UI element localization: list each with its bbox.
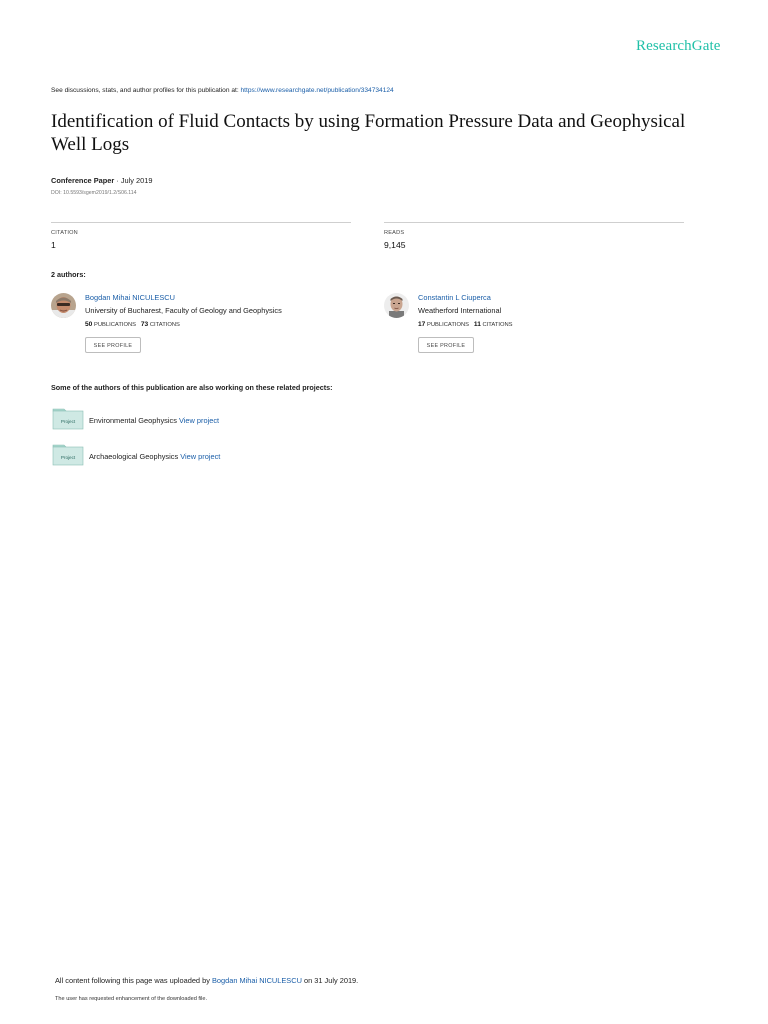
upload-note	[55, 976, 358, 985]
discussion-prefix: See discussions, stats, and author profiles for this publication at:	[51, 87, 241, 94]
publication-date: · July 2019	[114, 176, 153, 185]
see-profile-button[interactable]: SEE PROFILE	[85, 337, 141, 353]
author-citations-label: CITATIONS	[480, 322, 513, 328]
publication-type-line	[51, 176, 152, 185]
project-item	[89, 416, 219, 425]
author-name-link[interactable]: Constantin L Ciuperca	[418, 293, 491, 302]
project-icon-label: Project	[60, 419, 76, 424]
project-item	[89, 452, 220, 461]
publication-title: Identification of Fluid Contacts by using Formation Pressure Data and Geophysical Well Logs	[51, 111, 686, 155]
project-folder-icon	[52, 408, 84, 430]
reads-value: 9,145	[384, 240, 406, 250]
author-photo-icon	[51, 293, 76, 318]
publication-type: Conference Paper	[51, 176, 115, 185]
author-citations-count: 73	[140, 321, 149, 328]
researchgate-logo[interactable]: ResearchGate	[636, 38, 721, 54]
related-projects-heading: Some of the authors of this publication are also working on these related projects:	[51, 383, 333, 392]
project-icon-label: Project	[60, 455, 76, 460]
upload-prefix: All content following this page was uploaded by	[55, 976, 212, 985]
enhancement-note: The user has requested enhancement of the downloaded file.	[55, 996, 208, 1002]
view-project-link[interactable]: View project	[178, 416, 220, 425]
citation-label: CITATION	[51, 230, 78, 236]
author-citations-label: CITATIONS	[148, 322, 180, 328]
uploader-link[interactable]: Bogdan Mihai NICULESCU	[211, 976, 302, 985]
author-citations-count: 11	[473, 321, 481, 328]
author-publications-count: 17	[418, 321, 426, 328]
author-publications-count: 50	[85, 321, 93, 328]
upload-suffix: on 31 July 2019.	[301, 976, 359, 985]
author-name-link[interactable]: Bogdan Mihai NICULESCU	[85, 293, 175, 302]
author-avatar[interactable]	[51, 293, 76, 318]
view-project-link[interactable]: View project	[180, 452, 221, 461]
project-folder-icon	[52, 444, 84, 466]
project-name: Environmental Geophysics	[89, 416, 179, 425]
author-avatar[interactable]	[384, 293, 409, 318]
author-publications-label: PUBLICATIONS	[425, 322, 470, 328]
author-stats	[418, 321, 513, 328]
author-affiliation: Weatherford International	[418, 306, 502, 315]
see-profile-button[interactable]: SEE PROFILE	[418, 337, 474, 353]
publication-url-link[interactable]: https://www.researchgate.net/publication/334734124	[240, 87, 394, 94]
author-photo-icon	[384, 293, 409, 318]
author-stats	[85, 321, 180, 328]
citation-divider	[51, 222, 351, 223]
reads-label: READS	[384, 230, 405, 236]
authors-heading: 2 authors:	[51, 270, 86, 279]
author-affiliation: University of Bucharest, Faculty of Geology and Geophysics	[85, 306, 282, 315]
citation-value: 1	[51, 240, 56, 250]
project-name: Archaeological Geophysics	[89, 452, 181, 461]
author-publications-label: PUBLICATIONS	[92, 322, 137, 328]
reads-divider	[384, 222, 684, 223]
discussion-line	[51, 87, 394, 94]
publication-doi: DOI: 10.5593/sgem2019/1.2/S06.114	[51, 190, 137, 196]
